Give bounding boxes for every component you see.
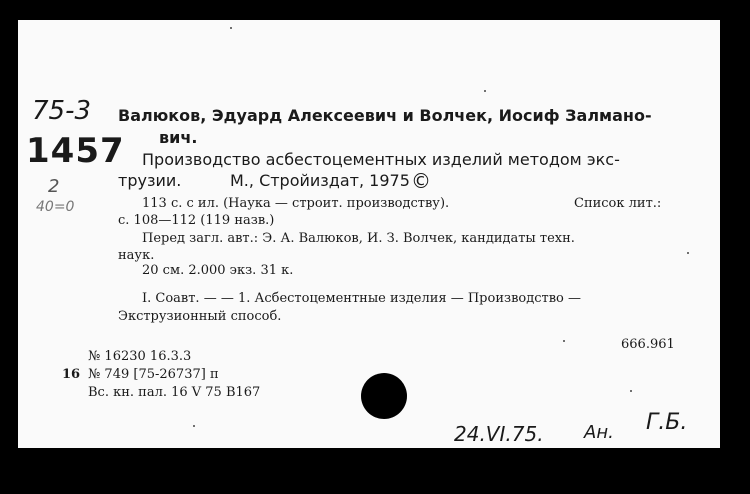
- udc-index: 666.961: [621, 337, 675, 352]
- speck: [630, 390, 632, 392]
- title-line: Производство асбестоцементных изделий методом экс-: [142, 150, 620, 169]
- punch-hole: [361, 373, 407, 419]
- copyright-sign: ©: [411, 169, 431, 193]
- speck: [193, 425, 195, 427]
- bibliography-note: Список лит.:: [574, 196, 662, 211]
- speck: [687, 252, 689, 254]
- accession-number: 1457: [26, 131, 125, 171]
- handwritten-mark-2: 40=0: [36, 199, 75, 215]
- author-heading-cont: вич.: [159, 128, 198, 147]
- authorship-note: Перед загл. авт.: Э. А. Валюков, И. З. Волчек, кандидаты техн.: [142, 231, 575, 246]
- tracings-cont: Экструзионный способ.: [118, 309, 282, 324]
- speck: [230, 27, 232, 29]
- price-line: 20 см. 2.000 экз. 31 к.: [142, 263, 294, 278]
- registry-line-3: Вс. кн. пал. 16 V 75 В167: [88, 385, 261, 400]
- handwritten-initials-note: Ан.: [584, 422, 614, 443]
- registry-prefix: 16: [62, 367, 81, 382]
- collation: 113 с. с ил. (Наука — строит. производству).: [142, 196, 450, 211]
- handwritten-date: 24.VI.75.: [454, 422, 544, 446]
- authorship-note-cont: наук.: [118, 248, 155, 263]
- handwritten-mark: 2: [48, 176, 60, 197]
- shelf-mark: 75-3: [32, 96, 92, 126]
- title-line-cont: трузии.: [118, 171, 182, 190]
- tracings: I. Соавт. — — 1. Асбестоцементные изделия — Производство —: [142, 291, 581, 306]
- catalog-card: [18, 20, 720, 448]
- speck: [563, 340, 565, 342]
- author-heading: Валюков, Эдуард Алексеевич и Волчек, Иосиф Залмано-: [118, 106, 652, 125]
- registry-line-2: № 749 [75-26737] п: [88, 367, 219, 382]
- handwritten-initials: Г.Б.: [646, 410, 688, 435]
- imprint: М., Стройиздат, 1975: [230, 171, 410, 190]
- speck: [484, 90, 486, 92]
- collation-cont: с. 108—112 (119 назв.): [118, 213, 275, 228]
- registry-line-1: № 16230 16.3.3: [88, 349, 192, 364]
